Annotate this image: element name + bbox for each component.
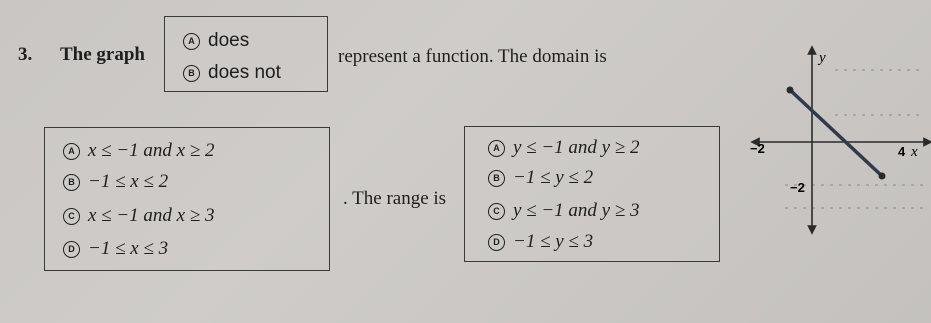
range-option-c-text: y ≤ −1 and y ≥ 3 (513, 200, 640, 221)
function-segment (790, 90, 882, 176)
range-option-b-text: −1 ≤ y ≤ 2 (513, 167, 594, 188)
choice-does-not-label: does not (208, 62, 281, 83)
y-axis-label: y (819, 50, 826, 66)
domain-option-c-text: x ≤ −1 and x ≥ 3 (88, 205, 215, 226)
x-tick-pos-label: 4 (898, 144, 906, 159)
question-lead: The graph (60, 44, 145, 65)
x-axis-label: x (911, 144, 918, 160)
domain-option-b-text: −1 ≤ x ≤ 2 (88, 171, 169, 192)
range-option-d-text: −1 ≤ y ≤ 3 (513, 231, 594, 252)
range-option-a[interactable] (488, 137, 640, 159)
question-number: 3. (18, 44, 33, 65)
choice-does-label: does (208, 30, 250, 51)
grid-marks (785, 70, 925, 208)
coordinate-graph (740, 40, 931, 240)
segment-end-point (879, 173, 886, 180)
range-option-a-text: y ≤ −1 and y ≥ 2 (513, 137, 640, 158)
domain-option-c[interactable] (63, 205, 215, 227)
letter-c-circle: C (488, 203, 505, 220)
letter-a-circle: A (183, 33, 200, 50)
segment-start-point (787, 87, 794, 94)
x-tick-neg-label: −2 (750, 141, 765, 156)
domain-option-a[interactable] (63, 140, 215, 162)
letter-a-circle: A (488, 140, 505, 157)
y-tick-neg-label: −2 (790, 180, 805, 195)
range-option-d[interactable] (488, 231, 593, 253)
letter-c-circle: C (63, 208, 80, 225)
domain-option-a-text: x ≤ −1 and x ≥ 2 (88, 140, 215, 161)
letter-b-circle: B (63, 174, 80, 191)
letter-d-circle: D (63, 241, 80, 258)
question-mid-text: represent a function. The domain is (338, 46, 607, 67)
domain-option-d[interactable] (63, 238, 168, 260)
letter-b-circle: B (183, 65, 200, 82)
domain-option-b[interactable] (63, 171, 168, 193)
range-option-b[interactable] (488, 167, 593, 189)
letter-a-circle: A (63, 143, 80, 160)
domain-option-d-text: −1 ≤ x ≤ 3 (88, 238, 169, 259)
letter-b-circle: B (488, 170, 505, 187)
choice-does[interactable] (183, 30, 249, 52)
range-option-c[interactable] (488, 200, 640, 222)
letter-d-circle: D (488, 234, 505, 251)
choice-does-not[interactable] (183, 62, 281, 84)
range-lead-text: . The range is (343, 188, 447, 209)
